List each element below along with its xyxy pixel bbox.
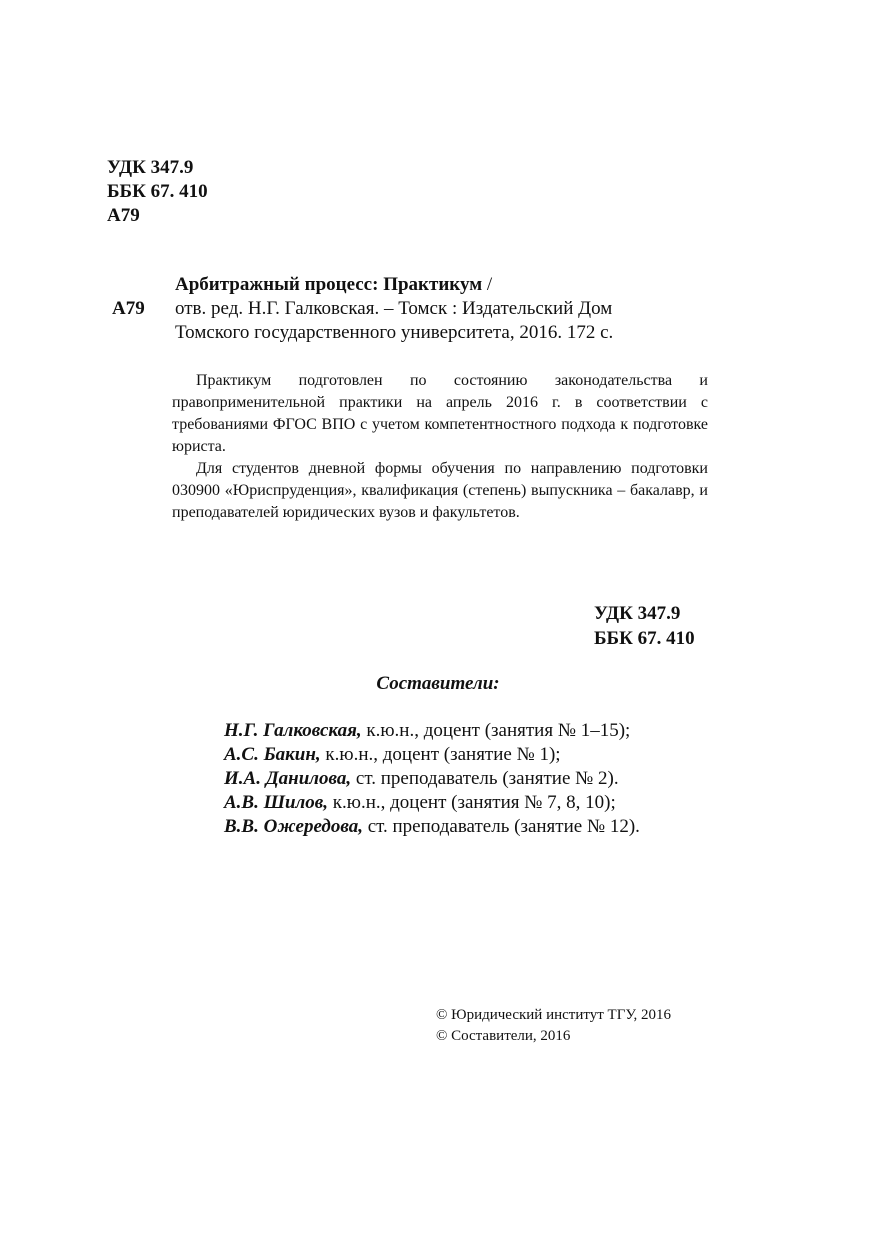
compiler-item <box>224 791 640 815</box>
compiler-desc: ст. преподаватель (занятие № 12). <box>362 816 640 837</box>
annotation-paragraph-1: Практикум подготовлен по состоянию законодательства и правоприменительной практики на апрель 2016 г. в соответствии с требованиями ФГОС ВПО с учетом компетентностного подхода к подготовке юриста. <box>172 372 708 455</box>
title-separator: / <box>482 274 493 295</box>
bbk-code-right: ББК 67. 410 <box>594 628 695 649</box>
compiler-desc: к.ю.н., доцент (занятие № 1); <box>320 744 561 765</box>
book-title: Арбитражный процесс: Практикум <box>175 274 483 295</box>
author-mark-inline: А79 <box>112 298 145 319</box>
classification-codes-right <box>594 601 695 651</box>
compiler-name: А.В. Шилов, <box>224 792 329 813</box>
compiler-item <box>224 719 640 743</box>
udk-code-right: УДК 347.9 <box>594 603 681 624</box>
compiler-name: Н.Г. Галковская, <box>224 720 362 741</box>
compilers-heading-text: Составители: <box>376 673 500 694</box>
compiler-name: А.С. Бакин, <box>224 744 321 765</box>
compiler-item <box>224 815 640 839</box>
copyright-institute: © Юридический институт ТГУ, 2016 <box>436 1007 672 1023</box>
annotation-paragraph-2: Для студентов дневной формы обучения по направлению подготовки 030900 «Юриспруденция», квалификация (степень) выпускника – бакалавр, и преподавателей юридических вузов и факультетов. <box>172 460 708 521</box>
compiler-desc: к.ю.н., доцент (занятия № 7, 8, 10); <box>328 792 616 813</box>
classification-codes-top <box>107 156 208 228</box>
compiler-name: И.А. Данилова, <box>224 768 352 789</box>
compilers-heading <box>0 673 876 695</box>
compilers-list <box>224 719 640 839</box>
udk-code: УДК 347.9 <box>107 157 194 178</box>
compiler-item <box>224 767 640 791</box>
copyright-compilers: © Составители, 2016 <box>436 1028 571 1044</box>
annotation <box>172 370 708 524</box>
compiler-item <box>224 743 640 767</box>
biblio-line-3: Томского государственного университета, 2016. 172 с. <box>175 322 614 343</box>
compiler-desc: к.ю.н., доцент (занятия № 1–15); <box>361 720 631 741</box>
bbk-code: ББК 67. 410 <box>107 181 208 202</box>
copyright-block <box>436 1005 671 1047</box>
compiler-name: В.В. Ожередова, <box>224 816 363 837</box>
biblio-line-2: отв. ред. Н.Г. Галковская. – Томск : Издательский Дом <box>175 298 613 319</box>
bibliographic-record <box>112 273 712 345</box>
compiler-desc: ст. преподаватель (занятие № 2). <box>351 768 619 789</box>
author-mark: А79 <box>107 205 140 226</box>
